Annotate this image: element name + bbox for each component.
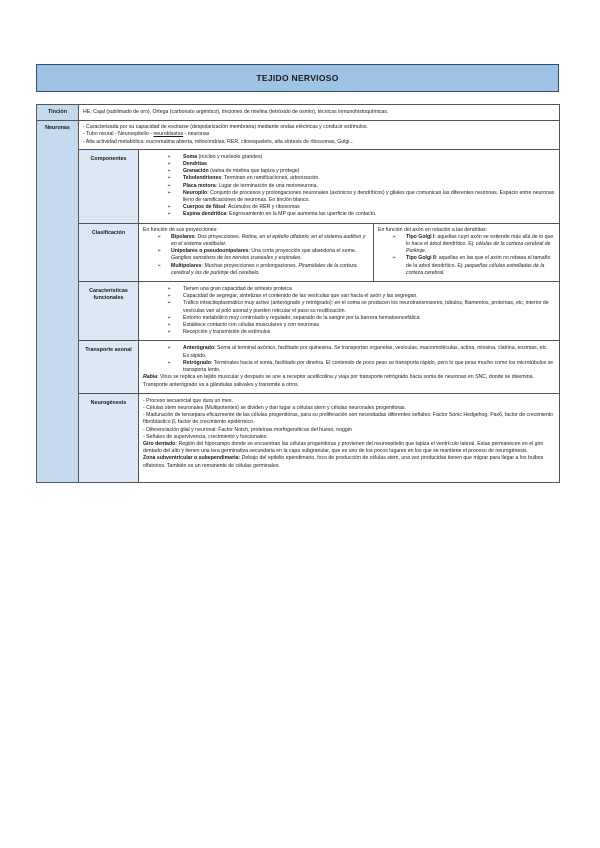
neurogenesis-line: - Diferenciación glial y neuronal: Factor Notch, proteínas morfogenéticas del hueso, noggin: [143, 426, 352, 433]
list-item: ➢ Entorno metabólico muy controlado y regulado, separado de la sangre por la barrera hematoencefálica: [183, 315, 555, 322]
neurogenesis-line: - Proceso secuencial que dura un mes.: [143, 397, 233, 404]
list-item: ➢ Multipolares: Muchas proyecciones o prolongaciones. Piramidales de la corteza cerebral y las de purkinje del cerebelo.: [171, 263, 369, 277]
neurogenesis-line: - Maduración de tensepara eficazmente de las células progenitoras, para su proliferación son necesitadas diferentes señales: Factor Sonic Hedgehog, Pax6, factor de crecimiento fibroblástico β, factor de crecimiento epidérmico.: [143, 412, 554, 426]
clasificacion-right-intro: En función del axón en relación a las dendritas:: [378, 226, 488, 233]
label-clasificacion: Clasificación: [79, 223, 139, 281]
list-item: ➢ Establece contacto con células musculares y con neuronas: [183, 322, 555, 329]
list-item: ➢ Placa motora: Lugar de terminación de una motoneurona.: [183, 183, 555, 190]
list-item: ➢ Dendritas: [183, 161, 555, 168]
componentes-cell: [139, 149, 560, 223]
label-caracteristicas: Características funcionales: [79, 282, 139, 341]
document-title: TEJIDO NERVIOSO: [36, 64, 559, 92]
list-item: ➢ Retrógrado: Terminales hacia el soma, facilitado por dineína. El contenido de poco peso se transporta rápido, pero lo que pesa mucho como los microtúbulos se transporta lento.: [183, 360, 555, 374]
tincion-text: HE, Cajal (sublimado de oro), Ortega (carbonato argéntico), tinciones de mielina (tetróxido de osmio), técnicas inmunohistoquímicas.: [79, 105, 560, 121]
label-transporte: Transporte axonal: [79, 341, 139, 393]
neuronas-line: - Caracterizada por su capacidad de excitarse (despolarización membrana) mediante ondas eléctricas y conducir estímulos.: [83, 124, 368, 131]
list-item: ➢ Granación (vaina de mielina que tapiza y protege): [183, 168, 555, 175]
label-componentes: Componentes: [79, 149, 139, 223]
label-neurogenesis: Neurogénesis: [79, 393, 139, 482]
list-item: ➢ Bipolares: Dos proyecciones. Retina, en el epitelio olfatorio, en el sistema auditivo y en el sistema vestibular.: [171, 234, 369, 248]
list-item: ➢ Espina dendrítica: Engrosamiento en la MP que aumenta las uperficie de contacto.: [183, 211, 555, 218]
row-clasificacion: [37, 223, 560, 281]
transporte-cell: [139, 341, 560, 393]
giro-dentado: Giro dentado: Región del hipocampo donde se encuentran las células progenitoras y provienen del neuroepitelio que tapiza el ventrículo lateral. Estas permanecen en el giro dentado del alto y tienen una lera germinativa secundaria en la capa subgranular, que es uno de los pocos lugares en los que se mantiene el proceso de neurogénesis.: [143, 440, 544, 455]
caracteristicas-cell: [139, 282, 560, 341]
list-item: ➢ Capacidad de segregar, sintetizan el contenido de las vesículas que van hacia el axón y las segregan.: [183, 293, 555, 300]
row-caracteristicas: [37, 282, 560, 341]
row-neuronas: [37, 121, 560, 150]
neurogenesis-line: - Señales de supervivencia, crecimiento y funcionales.: [143, 433, 268, 440]
label-tincion: Tinción: [37, 105, 79, 121]
row-neurogenesis: [37, 393, 560, 482]
clasificacion-left: [139, 223, 374, 281]
list-item: ➢ Tráfico intracitoplasmático muy activo (anterógrado y retrógrado): en el soma se producen los neurotransmisores, túbulos, filamentos, proteínas, etc; interior de vesículas van al polo axonal y pueden reticular el paso su reutilización.: [183, 300, 555, 314]
row-tincion: [37, 105, 560, 121]
list-item: ➢ Neuropilo: Conjunto de procesos y prolongaciones neuronales (axónicos y dendríticos) y gliales que comunican las diferentes neuronas. Espacio entre neuronas lleno de ramificaciones de neuronas. En tinción blanco.: [183, 190, 555, 204]
label-neuronas: Neuronas: [37, 121, 79, 483]
list-item: ➢ Unipolares o pseudounipolares: Una corta proyección que abandona el soma. Ganglios sensitivos de los nervios craneales y espinales.: [171, 248, 369, 262]
row-transporte: [37, 341, 560, 393]
zona-subventricular: Zona subventricular o subependimaria: Debajo del epitelio ependimario, foco de producción de células stem, una vez producidas tienen que migrar para llegar a los bulbos olfatorios. También es un remanente de células germinales.: [143, 455, 544, 469]
list-item: ➢ Anterógrado: Soma al terminal axónico, facilitado por quinesina. Se transportan organelas, vesículas, macromoléculas, actina, miosina, clatrina, enzimas, etc. Es rápido.: [183, 345, 555, 359]
list-item: ➢ Tienen una gran capacidad de síntesis proteica: [183, 286, 555, 293]
list-item: ➢ Soma (núcleo y nucleolo grandes): [183, 154, 555, 161]
neuronas-line: - Tubo neural - Neuroepitelio - neuroblastos - neuronas: [83, 131, 210, 138]
neuronas-line: - Alta actividad metabólica: eucromatina abierta, mitocondrias, RER, citoesqueleto, alta síntesis de ribosomas, Golgi...: [83, 138, 354, 145]
list-item: ➢ Tipo Golgi II: aquellas en las que el axón no rebasa el tamaño de la arbol dendrítico. Ej: pequeñas células estrelladas de la corteza cerebral.: [406, 255, 555, 277]
neuronas-intro: [79, 121, 560, 150]
content-table: [36, 104, 560, 483]
list-item: ➢ Tipo Golgi I: aquellas cuyo axón se extiende más allá de lo que lo hace el árbol dendrítico. Ej: células de la corteza cerebral de Purkinje.: [406, 234, 555, 256]
list-item: ➢ Telodendriones: Terminan en ramificaciones, arborización.: [183, 175, 555, 182]
neurogenesis-cell: [139, 393, 560, 482]
clasificacion-left-intro: En función de sus proyecciones:: [143, 226, 218, 233]
row-componentes: [37, 149, 560, 223]
rabia-note: Rabia: Virus se replica en tejido muscular y después se une a receptor acetilcolina y viaja por transporte retrógrado hacia soma de neuronas en SNC, donde se disemina. Transporte anterógrado va a glándulas salivales y transmite a otros.: [143, 374, 534, 388]
list-item: ➢ Recepción y transmisión de estímulos: [183, 329, 555, 336]
neurogenesis-line: - Células stem neuronales (Multipotentes) se dividen y dan lugar a células stem y células neuronales progenitoras.: [143, 404, 406, 411]
list-item: ➢ Cuerpos de Nissl: Acúmulos de RER y ribosomas: [183, 204, 555, 211]
clasificacion-right: [374, 223, 560, 281]
page: [36, 64, 559, 483]
